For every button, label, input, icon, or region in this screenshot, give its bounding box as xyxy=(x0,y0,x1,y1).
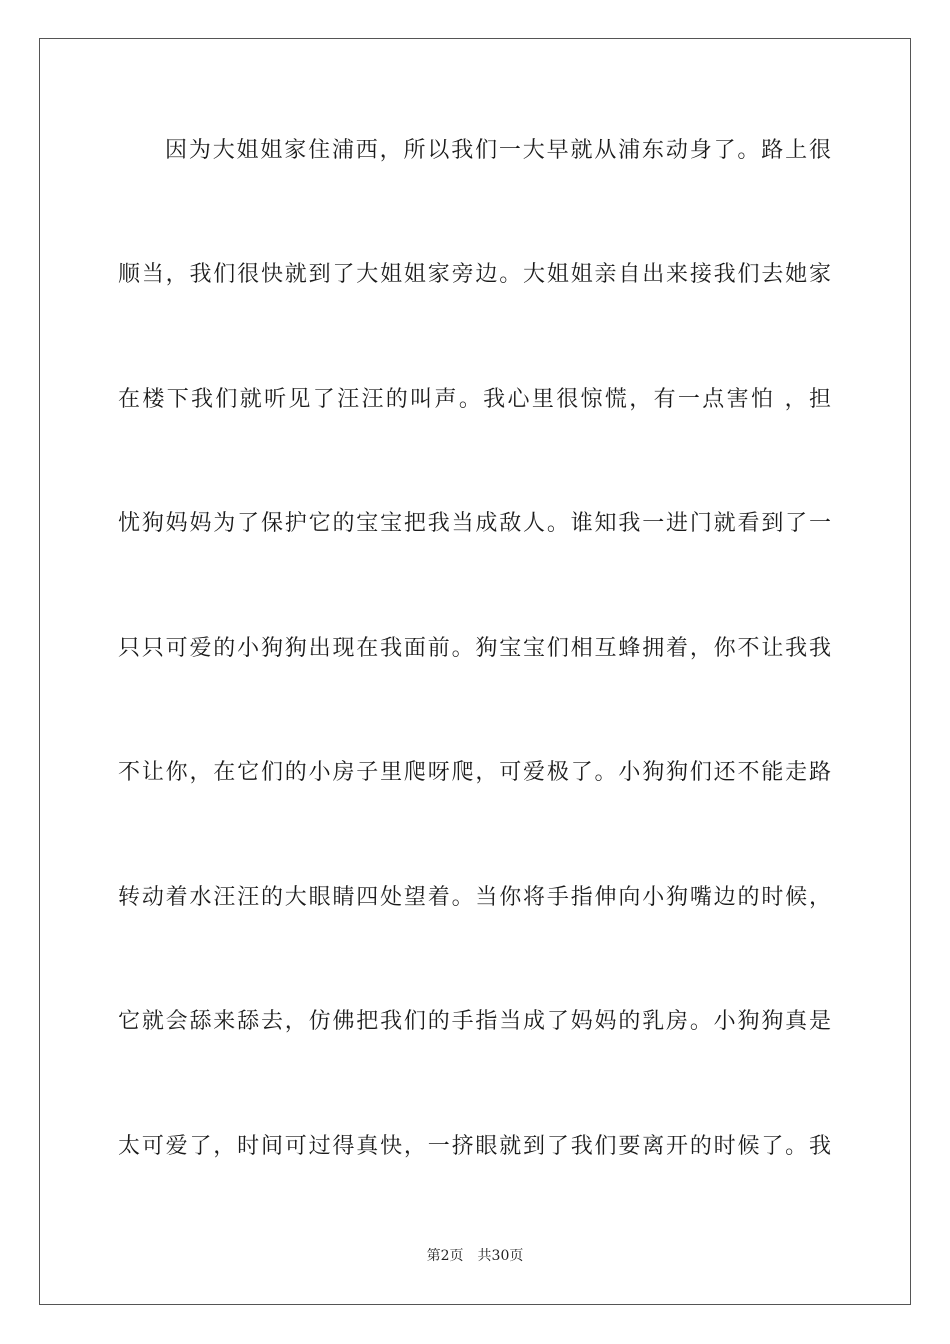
paragraph-line-7: 转动着水汪汪的大眼睛四处望着。当你将手指伸向小狗嘴边的时候， xyxy=(118,885,832,910)
paragraph-line-5: 只只可爱的小狗狗出现在我面前。狗宝宝们相互蜂拥着，你不让我我 xyxy=(118,636,832,661)
paragraph-line-1: 因为大姐姐家住浦西，所以我们一大早就从浦东动身了。路上很 xyxy=(165,138,832,163)
paragraph-line-3: 在楼下我们就听见了汪汪的叫声。我心里很惊慌，有一点害怕 ，担 xyxy=(118,387,832,412)
page-frame xyxy=(39,38,911,1305)
paragraph-line-6: 不让你，在它们的小房子里爬呀爬，可爱极了。小狗狗们还不能走路 xyxy=(118,760,832,785)
paragraph-line-4: 忧狗妈妈为了保护它的宝宝把我当成敌人。谁知我一进门就看到了一 xyxy=(118,511,832,536)
page-number: 第2页 xyxy=(426,1248,464,1264)
page-footer xyxy=(0,1246,950,1266)
page-total: 共30页 xyxy=(477,1248,524,1264)
paragraph-line-8: 它就会舔来舔去，仿佛把我们的手指当成了妈妈的乳房。小狗狗真是 xyxy=(118,1009,832,1034)
paragraph-line-9: 太可爱了，时间可过得真快，一挤眼就到了我们要离开的时候了。我 xyxy=(118,1134,832,1159)
paragraph-line-2: 顺当，我们很快就到了大姐姐家旁边。大姐姐亲自出来接我们去她家 xyxy=(118,262,832,287)
